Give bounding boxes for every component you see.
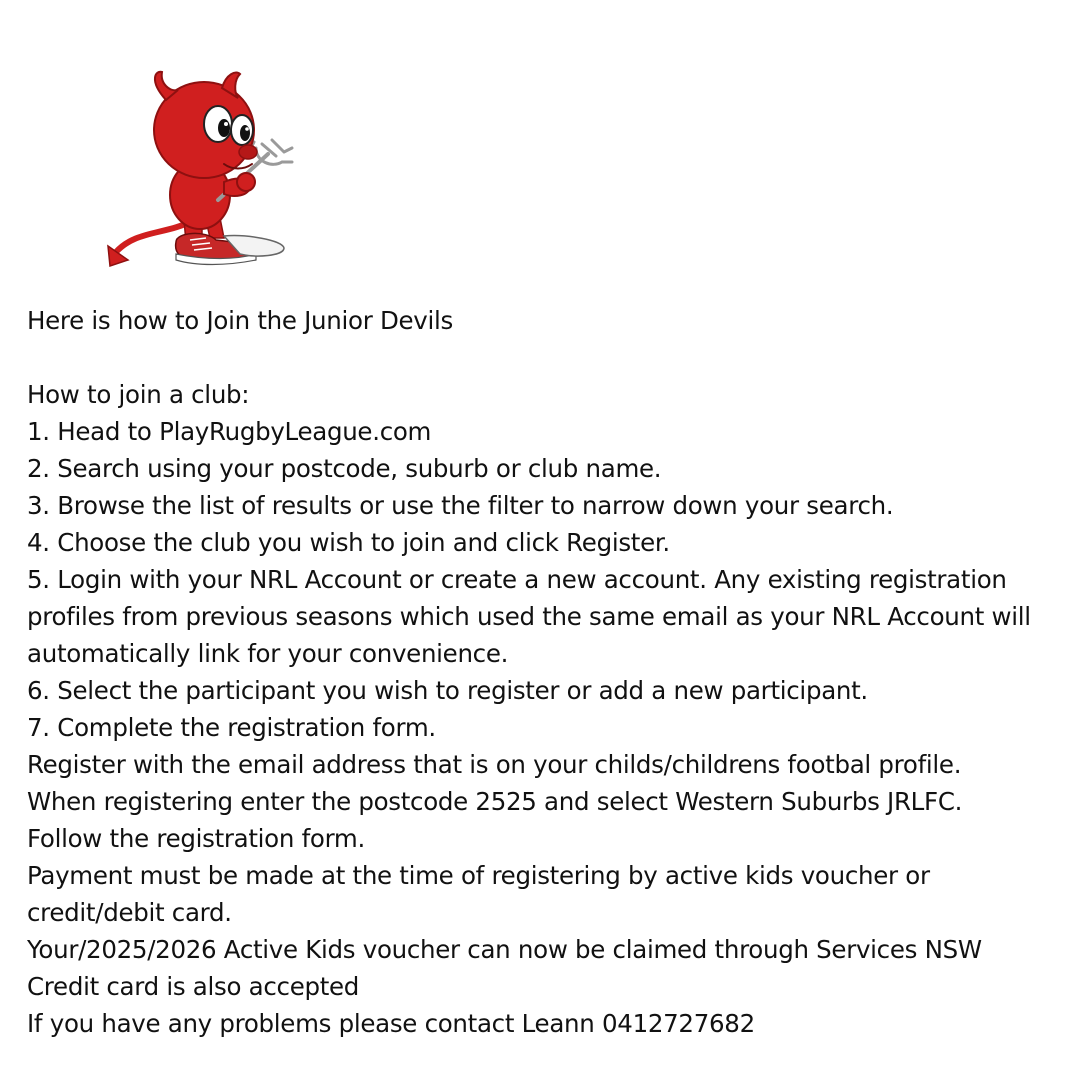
devil-mascot-image (106, 70, 298, 270)
note-item: When registering enter the postcode 2525 and select Western Suburbs JRLFC. (27, 787, 963, 816)
note-item: Follow the registration form. (27, 824, 365, 853)
spacer (27, 339, 1057, 376)
step-item: 2. Search using your postcode, suburb or club name. (27, 454, 662, 483)
devil-mascot-icon (106, 70, 298, 270)
intro-text: Here is how to Join the Junior Devils (27, 306, 453, 335)
step-item: 7. Complete the registration form. (27, 713, 436, 742)
step-item: 5. Login with your NRL Account or create a new account. Any existing registration profiles from previous seasons which used the same email as your NRL Account will automatically link for your convenience. (27, 565, 1031, 668)
note-item: Credit card is also accepted (27, 972, 360, 1001)
note-item: Payment must be made at the time of registering by active kids voucher or credit/debit card. (27, 861, 930, 927)
contact-note: If you have any problems please contact Leann 0412727682 (27, 1009, 755, 1038)
join-instructions (27, 302, 1057, 1042)
note-item: Your/2025/2026 Active Kids voucher can now be claimed through Services NSW (27, 935, 982, 964)
how-to-heading: How to join a club: (27, 380, 250, 409)
step-item: 4. Choose the club you wish to join and click Register. (27, 528, 670, 557)
note-item: Register with the email address that is on your childs/childrens footbal profile. (27, 750, 962, 779)
step-item: 3. Browse the list of results or use the filter to narrow down your search. (27, 491, 894, 520)
step-item: 1. Head to PlayRugbyLeague.com (27, 417, 432, 446)
step-item: 6. Select the participant you wish to register or add a new participant. (27, 676, 868, 705)
